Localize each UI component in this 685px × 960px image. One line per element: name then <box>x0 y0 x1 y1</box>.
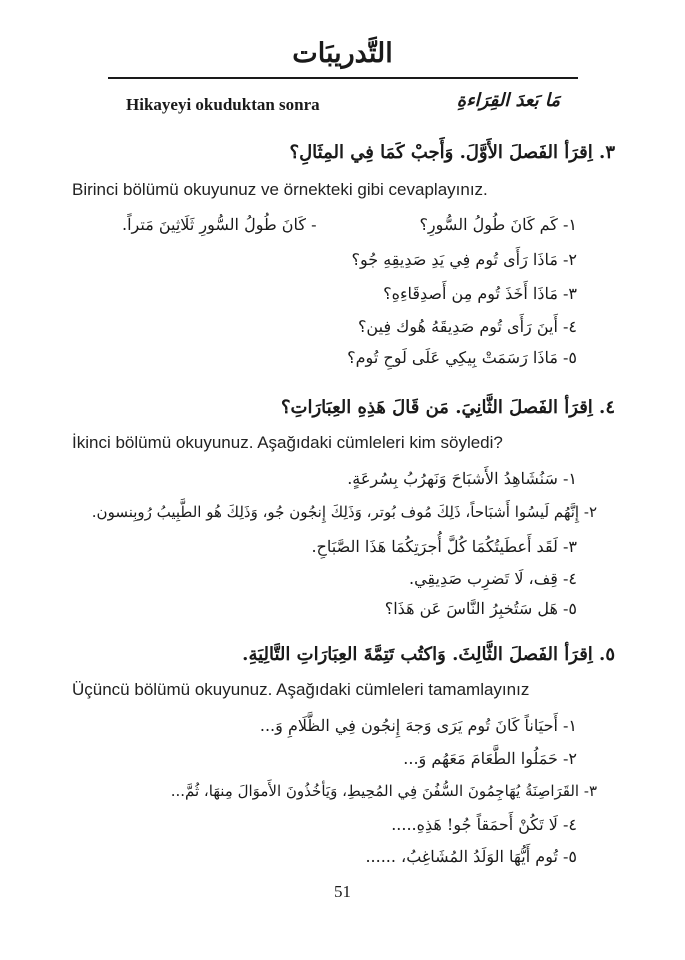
section-4-heading: ٤. اِقرَأ الفَصلَ الثَّانِيَ. مَن قَالَ هَذِهِ العِبَارَاتِ؟ <box>280 397 615 418</box>
section-4-item-5: ٥- هَل سَتُخبِرُ النَّاسَ عَن هَذَا؟ <box>384 599 577 618</box>
section-3-heading: ٣. اِقرَأ الفَصلَ الأَوَّلَ. وَأَجبْ كَمَا فِي المِثَالِ؟ <box>289 142 615 163</box>
section-5-item-3: ٣- القَرَاصِنَةُ يُهَاجِمُونَ السُّفُنَ فِي المُحِيطِ، وَيَأخُذُونَ الأَموَالَ مِنهَا، ثُمَّ... <box>170 782 597 800</box>
section-4-item-1: ١- سَنُشَاهِدُ الأَشبَاحَ وَنَهرُبُ بِسُرعَةٍ. <box>347 469 577 488</box>
section-4-item-4: ٤- قِف، لَا تَضرِب صَدِيقِي. <box>408 569 577 588</box>
section-3-item-1: ١- كَم كَانَ طُولُ السُّورِ؟ <box>419 215 577 234</box>
section-3-item-2: ٢- مَاذَا رَأَى تُوم فِي يَدِ صَدِيقِهِ جُو؟ <box>351 250 577 269</box>
section-5-item-2: ٢- حَمَلُوا الطَّعَامَ مَعَهُم وَ... <box>403 749 577 768</box>
subtitle-arabic: مَا بَعدَ القِرَاءةِ <box>456 90 560 111</box>
section-4-instruction: İkinci bölümü okuyunuz. Aşağıdaki cümleleri kim söyledi? <box>72 433 503 452</box>
section-3-item-4: ٤- أَينَ رَأَى تُوم صَدِيقَهُ هُوك فِين؟ <box>357 317 577 336</box>
section-3-item-3: ٣- مَاذَا أَخَذَ تُوم مِن أَصدِقَاءِهِ؟ <box>383 284 577 303</box>
section-3-instruction: Birinci bölümü okuyunuz ve örnekteki gibi cevaplayınız. <box>72 180 488 199</box>
section-3-item-5: ٥- مَاذَا رَسَمَتْ بِيكِي عَلَى لَوحِ تُوم؟ <box>347 348 577 367</box>
section-5-item-5: ٥- تُوم أَيُّهَا الوَلَدُ المُشَاغِبُ، ...... <box>365 847 577 866</box>
title-divider <box>108 77 578 79</box>
section-5-instruction: Üçüncü bölümü okuyunuz. Aşağıdaki cümleleri tamamlayınız <box>72 680 530 699</box>
subtitle-turkish: Hikayeyi okuduktan sonra <box>126 95 320 114</box>
section-5-item-1: ١- أَحيَاناً كَانَ تُوم يَرَى وَجهَ إِنجُون فِي الظَّلَامِ وَ... <box>259 716 577 735</box>
section-3-example-answer: - كَانَ طُولُ السُّورِ ثَلَاثِينَ مَتراً. <box>122 215 317 234</box>
page-number: 51 <box>334 882 351 901</box>
section-5-item-4: ٤- لَا تَكُنْ أَحمَقاً جُو! هَذِهِ..... <box>391 815 577 834</box>
section-5-heading: ٥. اِقرَأ الفَصلَ الثَّالِثَ. وَاكتُب تَتِمَّةَ العِبَارَاتِ التَّالِيَةِ. <box>242 644 615 665</box>
section-4-item-2: ٢- إِنَّهُم لَيسُوا أَشبَاحاً، ذَلِكَ مُوف بُوتر، وَذَلِكَ إِنجُون جُو، وَذَلِكَ هُو الطَّبِيبُ رُوبِنسون. <box>91 503 597 521</box>
section-4-item-3: ٣- لَقَد أَعطَيتُكُمَا كُلَّ أُجرَتِكُمَا هَذَا الصَّبَاحِ. <box>311 537 577 556</box>
page-title: التَّدريبَات <box>292 38 393 69</box>
